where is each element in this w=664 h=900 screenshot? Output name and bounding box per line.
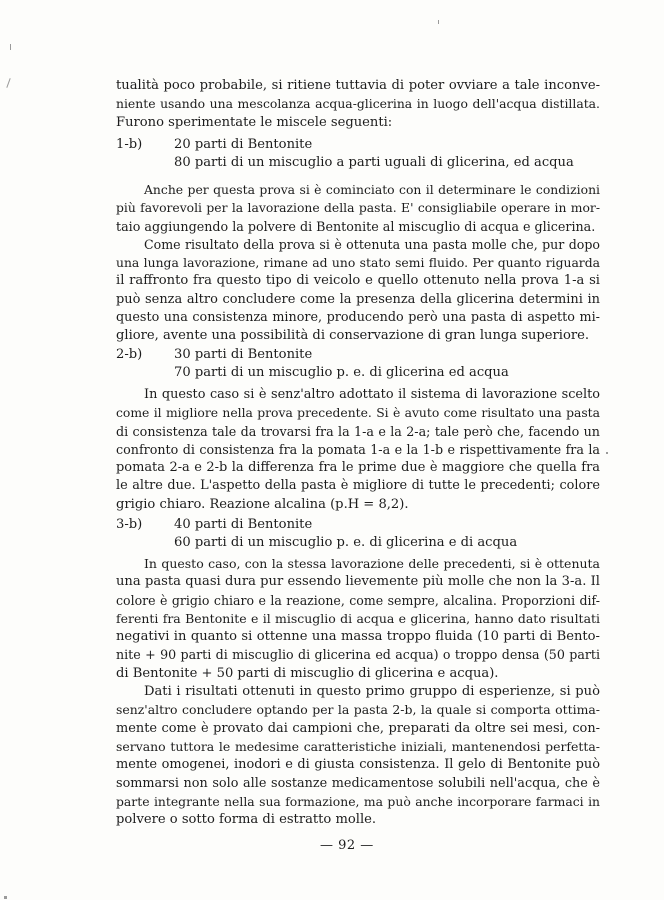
formula-item: 60 parti di un miscuglio p. e. di glicerina e di acqua [174,535,518,551]
paragraph-intro [116,77,600,132]
text-line: questo una consistenza minore, producendo però una pasta di aspetto mi- [116,310,600,326]
formula-3b [116,516,600,553]
formula-item: 40 parti di Bentonite [174,517,313,532]
text-line: grigio chiaro. Reazione alcalina (p.H = 8,2). [116,496,409,512]
text-line: Dati i risultati ottenuti in questo primo gruppo di esperienze, si può [144,684,600,700]
formula-item: 80 parti di un miscuglio a parti uguali di glicerina, ed acqua [174,155,574,171]
text-line: Come risultato della prova si è ottenuta una pasta molle che, pur dopo [144,236,600,252]
scan-mark [438,20,439,24]
text-line: negativi in quanto si ottenne una massa troppo fluida (10 parti di Bento- [116,629,600,645]
text-line: le altre due. L'aspetto della pasta è migliore di tutte le precedenti; colore [116,478,600,494]
text-line: Furono sperimentate le miscele seguenti: [116,114,393,130]
formula-label: 2-b) [116,347,143,362]
formula-item: 20 parti di Bentonite [174,137,313,152]
text-line: sommarsi non solo alle sostanze medicamentose solubili nell'acqua, che è [116,775,600,791]
text-line: tualità poco probabile, si ritiene tuttavia di poter ovviare a tale inconve- [116,78,600,93]
scan-mark [4,896,7,899]
text-line: servano tuttora le medesime caratteristiche iniziali, mantenendosi perfetta- [116,738,600,754]
text-line: gliore, avente una possibilità di conservazione di gran lunga superiore. [116,328,590,344]
text-line: ferenti fra Bentonite e il miscuglio di acqua e glicerina, hanno dato risultati [116,610,600,626]
text-line: confronto di consistenza fra la pomata 1-a e la 1-b e rispettivamente fra la [116,441,600,457]
text-line: Anche per questa prova si è cominciato con il determinare le condizioni [144,182,600,197]
text-line: In questo caso, con la stessa lavorazione delle precedenti, si è ottenuta [144,556,600,571]
text-line: parte integrante nella sua formazione, ma può anche incorporare farmaci in [116,794,600,809]
formula-label: 3-b) [116,517,143,532]
formula-1b [116,136,600,173]
text-line: una pasta quasi dura pur essendo lievemente più molle che non la 3-a. Il [116,574,600,590]
text-line: senz'altro concludere optando per la pasta 2-b, la quale si comporta ottima- [116,702,600,718]
text-line: nite + 90 parti di miscuglio di glicerina ed acqua) o troppo densa (50 parti [116,647,600,663]
text-line: polvere o sotto forma di estratto molle. [116,812,377,828]
text-line: In questo caso si è senz'altro adottato il sistema di lavorazione scelto [144,387,600,402]
page-number: — 92 — [320,838,374,853]
text-line: taio aggiungendo la polvere di Bentonite al miscuglio di acqua e glicerina. [116,218,596,234]
text-line: di Bentonite + 50 parti di miscuglio di glicerina e acqua). [116,665,499,681]
formula-label: 1-b) [116,137,143,152]
scan-mark [606,452,608,454]
paragraph-2b-results [116,386,600,514]
formula-2b [116,346,600,383]
text-line: come il migliore nella prova precedente. Si è avuto come risultato una pasta [116,406,600,421]
formula-item: 70 parti di un miscuglio p. e. di glicerina ed acqua [174,365,509,381]
text-line: niente usando una mescolanza acqua-glicerina in luogo dell'acqua distillata. [116,97,600,112]
scan-mark [6,78,10,88]
text-line: può senza altro concludere come la presenza della glicerina determini in [116,291,600,307]
text-line: pomata 2-a e 2-b la differenza fra le prime due è maggiore che quella fra [116,460,600,476]
formula-item: 30 parti di Bentonite [174,347,313,362]
text-line: una lunga lavorazione, rimane ad uno stato semi fluido. Per quanto riguarda [116,256,600,271]
paragraph-1b-results [116,181,600,346]
text-line: colore è grigio chiaro e la reazione, come sempre, alcalina. Proporzioni dif- [116,592,600,608]
scan-mark [10,44,11,50]
text-line: di consistenza tale da trovarsi fra la 1-a e la 2-a; tale però che, facendo un [116,423,600,439]
paragraph-3b-and-conclusions [116,555,600,829]
text-line: mente come è provato dai campioni che, preparati da oltre sei mesi, con- [116,720,600,736]
text-line: più favorevoli per la lavorazione della pasta. E' consigliabile operare in mor- [116,201,600,216]
text-line: il raffronto fra questo tipo di veicolo e quello ottenuto nella prova 1-a si [116,273,600,289]
text-line: mente omogenei, inodori e di giusta consistenza. Il gelo di Bentonite può [116,757,600,773]
